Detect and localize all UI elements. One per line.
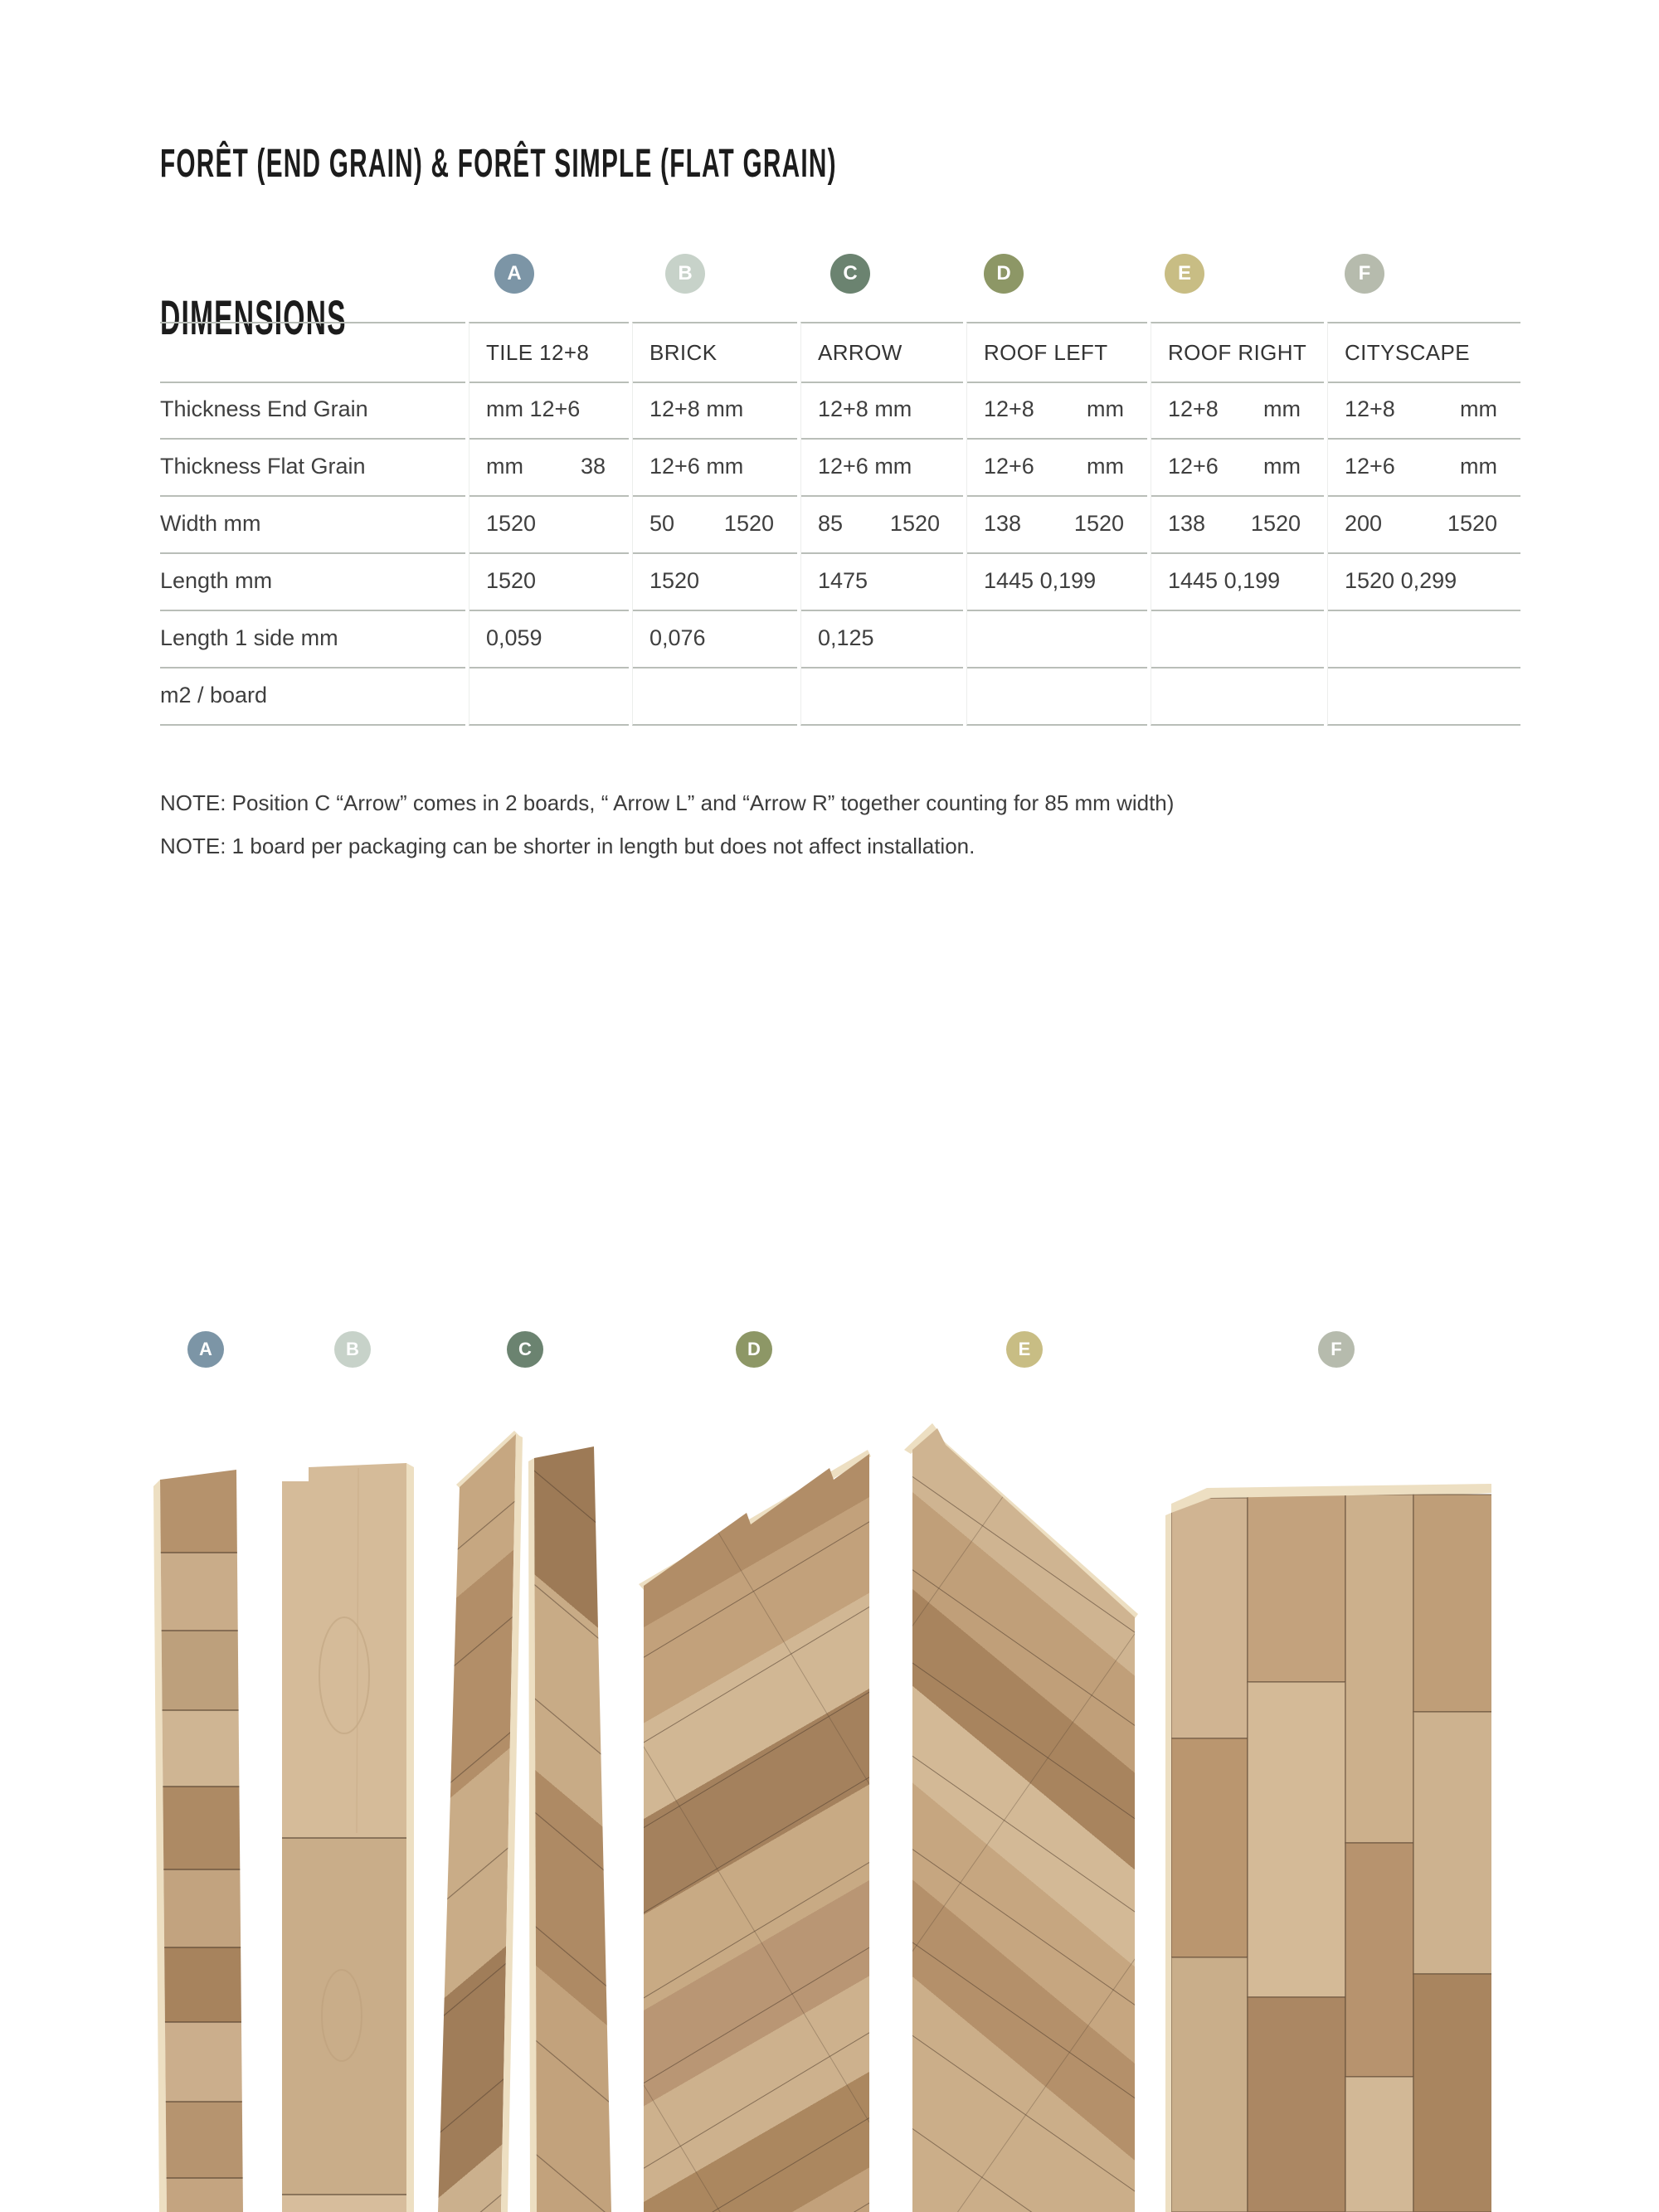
badge-d-icon: D bbox=[736, 1331, 772, 1368]
cell-value: mm bbox=[1087, 454, 1124, 479]
table-cell bbox=[632, 438, 797, 497]
wood-panel-f-cityscape bbox=[1165, 1484, 1493, 2212]
table-row bbox=[160, 382, 1520, 439]
cell-value: 12+6 bbox=[1168, 454, 1219, 479]
cell-value: mm bbox=[1263, 396, 1301, 421]
cell-value: 0,059 bbox=[486, 625, 542, 650]
table-cell bbox=[800, 610, 963, 668]
table-cell bbox=[800, 381, 963, 440]
cell-value: 1445 0,199 bbox=[984, 568, 1097, 593]
table-cell bbox=[469, 667, 629, 726]
table-cell bbox=[1327, 381, 1520, 440]
cell-value: 38 bbox=[580, 454, 606, 479]
page-title: FORÊT (END GRAIN) & FORÊT SIMPLE (FLAT GRAIN) bbox=[160, 142, 837, 187]
table-row bbox=[160, 553, 1520, 610]
row-label: Length mm bbox=[160, 552, 465, 611]
cell-value: mm 12+6 bbox=[486, 396, 581, 421]
cell-value: 12+8 bbox=[1345, 396, 1395, 421]
wood-panel-b-brick bbox=[279, 1463, 414, 2212]
column-header-tile: TILE 12+8 bbox=[469, 322, 629, 383]
table-cell bbox=[800, 438, 963, 497]
cell-value: 12+6 bbox=[984, 454, 1034, 479]
cell-value: 0,125 bbox=[818, 625, 874, 650]
table-cell bbox=[1151, 495, 1324, 554]
cell-value: 50 bbox=[649, 511, 675, 536]
column-header-roofleft: ROOF LEFT bbox=[966, 322, 1147, 383]
table-cell bbox=[966, 610, 1147, 668]
badge-f-icon: F bbox=[1318, 1331, 1355, 1368]
cell-value: 1520 bbox=[486, 568, 537, 593]
badge-f-icon: F bbox=[1345, 254, 1384, 294]
badge-c-icon: C bbox=[830, 254, 870, 294]
table-cell bbox=[966, 495, 1147, 554]
badge-a-icon: A bbox=[494, 254, 534, 294]
table-cell bbox=[1151, 438, 1324, 497]
table-cell bbox=[1151, 381, 1324, 440]
table-cell bbox=[632, 381, 797, 440]
note-packaging: NOTE: 1 board per packaging can be shorter in length but does not affect installation. bbox=[160, 834, 975, 858]
table-cell bbox=[966, 438, 1147, 497]
cell-value: 85 bbox=[818, 511, 844, 536]
table-cell bbox=[966, 552, 1147, 611]
dimensions-table bbox=[160, 323, 1520, 725]
table-cell bbox=[469, 381, 629, 440]
table-row bbox=[160, 496, 1520, 553]
cell-value: 12+8 bbox=[1168, 396, 1219, 421]
table-row bbox=[160, 668, 1520, 725]
column-header-arrow: ARROW bbox=[800, 322, 963, 383]
cell-value: mm bbox=[1460, 454, 1497, 479]
cell-value: 1520 bbox=[649, 568, 700, 593]
cell-value: 200 bbox=[1345, 511, 1383, 536]
table-cell bbox=[1151, 667, 1324, 726]
table-cell bbox=[469, 495, 629, 554]
wood-panel-a-tile bbox=[153, 1470, 247, 2212]
cell-value: 1520 bbox=[1073, 511, 1124, 536]
table-cell bbox=[469, 552, 629, 611]
cell-value: mm bbox=[1460, 396, 1497, 421]
cell-value: 1520 bbox=[1447, 511, 1497, 536]
note-arrow-boards: NOTE: Position C “Arrow” comes in 2 boards, “ Arrow L” and “Arrow R” together counting for 85 mm width) bbox=[160, 790, 1175, 815]
table-cell bbox=[800, 552, 963, 611]
cell-value: 1475 bbox=[818, 568, 868, 593]
table-cell bbox=[632, 552, 797, 611]
cell-value: 1520 0,299 bbox=[1345, 568, 1457, 593]
table-row bbox=[160, 439, 1520, 496]
cell-value: 12+8 mm bbox=[818, 396, 912, 421]
badge-e-icon: E bbox=[1006, 1331, 1043, 1368]
header-empty-cell bbox=[160, 322, 465, 383]
cell-value: 138 bbox=[984, 511, 1022, 536]
dimensions-heading: DIMENSIONS bbox=[160, 291, 347, 346]
badge-e-icon: E bbox=[1165, 254, 1204, 294]
table-cell bbox=[800, 495, 963, 554]
cell-value: 12+8 mm bbox=[649, 396, 744, 421]
cell-value: 1445 0,199 bbox=[1168, 568, 1281, 593]
column-header-brick: BRICK bbox=[632, 322, 797, 383]
table-body bbox=[160, 382, 1520, 725]
row-label: Width mm bbox=[160, 495, 465, 554]
cell-value: mm bbox=[1087, 396, 1124, 421]
cell-value: 1520 bbox=[1250, 511, 1301, 536]
table-cell bbox=[1327, 438, 1520, 497]
cell-value: 12+8 bbox=[984, 396, 1034, 421]
wood-panel-e-roof-right bbox=[900, 1410, 1149, 2212]
wood-panel-c-arrow bbox=[423, 1410, 622, 2212]
badge-c-icon: C bbox=[507, 1331, 543, 1368]
table-cell bbox=[632, 667, 797, 726]
badge-d-icon: D bbox=[984, 254, 1024, 294]
row-label: Thickness End Grain bbox=[160, 381, 465, 440]
cell-value: mm bbox=[486, 454, 523, 479]
table-cell bbox=[1327, 667, 1520, 726]
cell-value: 12+6 bbox=[1345, 454, 1395, 479]
table-cell bbox=[966, 381, 1147, 440]
table-cell bbox=[632, 495, 797, 554]
table-cell bbox=[469, 438, 629, 497]
badge-b-icon: B bbox=[665, 254, 705, 294]
cell-value: 1520 bbox=[723, 511, 774, 536]
row-label: m2 / board bbox=[160, 667, 465, 726]
cell-value: 138 bbox=[1168, 511, 1206, 536]
row-label: Length 1 side mm bbox=[160, 610, 465, 668]
column-header-roofright: ROOF RIGHT bbox=[1151, 322, 1324, 383]
table-cell bbox=[1327, 610, 1520, 668]
badge-a-icon: A bbox=[187, 1331, 224, 1368]
cell-value: 0,076 bbox=[649, 625, 706, 650]
table-cell bbox=[966, 667, 1147, 726]
table-header-row bbox=[160, 323, 1520, 382]
table-cell bbox=[1327, 552, 1520, 611]
wood-panels-illustration bbox=[0, 1327, 1659, 2212]
table-cell bbox=[1327, 495, 1520, 554]
cell-value: 1520 bbox=[889, 511, 940, 536]
table-cell bbox=[1151, 610, 1324, 668]
cell-value: 12+6 mm bbox=[649, 454, 744, 479]
column-header-cityscape: CITYSCAPE bbox=[1327, 322, 1520, 383]
table-cell bbox=[800, 667, 963, 726]
badge-b-icon: B bbox=[334, 1331, 371, 1368]
cell-value: 12+6 mm bbox=[818, 454, 912, 479]
table-row bbox=[160, 610, 1520, 668]
table-cell bbox=[469, 610, 629, 668]
cell-value: mm bbox=[1263, 454, 1301, 479]
table-cell bbox=[632, 610, 797, 668]
wood-panel-d-roof-left bbox=[630, 1435, 879, 2212]
row-label: Thickness Flat Grain bbox=[160, 438, 465, 497]
cell-value: 1520 bbox=[486, 511, 537, 536]
table-cell bbox=[1151, 552, 1324, 611]
